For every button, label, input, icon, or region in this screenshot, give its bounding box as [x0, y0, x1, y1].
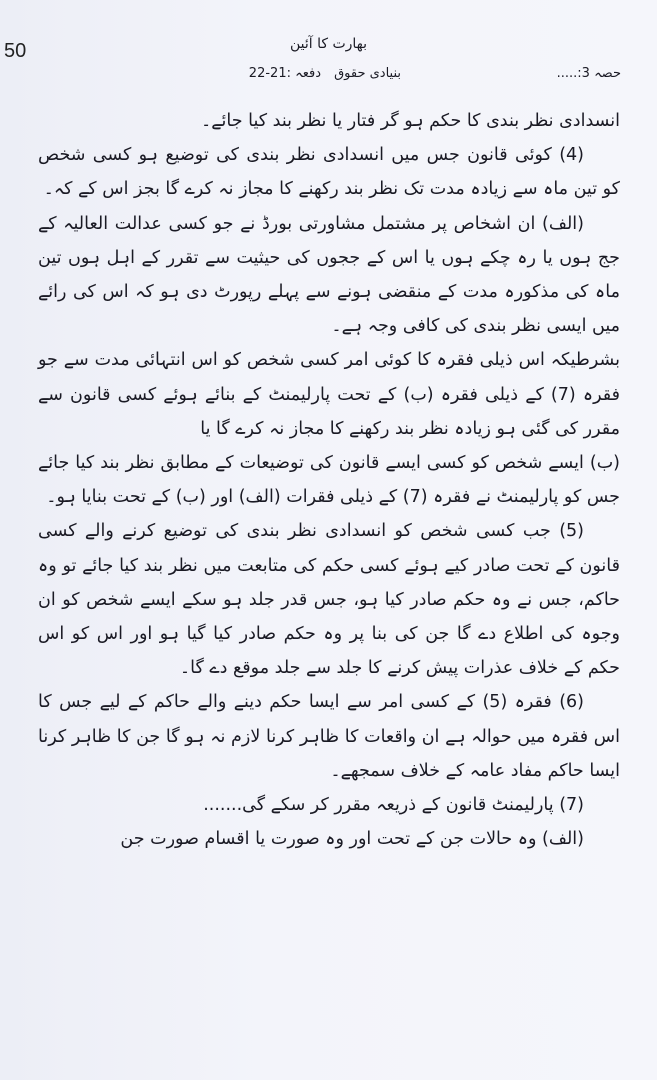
- body-text: [38, 104, 620, 856]
- paragraph: (6) فقرہ (5) کے کسی امر سے ایسا حکم دینے والے حاکم کے لیے جس کا اس فقرہ میں حوالہ ہے ان واقعات کا ظاہر کرنا لازم نہ ہو گا جن کا ظاہر کرنا ایسا حاکم مفاد عامہ کے خلاف سمجھے۔: [38, 692, 620, 781]
- paragraph: (7) پارلیمنٹ قانون کے ذریعہ مقرر کر سکے گی.......: [203, 795, 584, 816]
- paragraph: (الف) وہ حالات جن کے تحت اور وہ صورت یا اقسام صورت جن: [120, 829, 584, 850]
- show-through-marks: ‏: [623, 113, 627, 126]
- paragraph: (الف) ان اشخاص پر مشتمل مشاورتی بورڈ نے جو کسی عدالت العالیہ کے جج ہوں یا رہ چکے ہوں یا اس کے ججوں کی حیثیت سے تقرر کے اہل ہوں تین ماہ کی مذکورہ مدت کے منقضی ہونے سے پہلے رپورٹ دی ہو کہ اس کی رائے میں ایسی نظر بندی کی کافی وجہ ہے۔: [38, 213, 620, 337]
- running-title: بھارت کا آئین: [289, 36, 368, 52]
- paragraph: (ب) ایسے شخص کو کسی ایسے قانون کی توضیعات کے مطابق نظر بند کیا جائے جس کو پارلیمنٹ نے فقرہ (7) کے ذیلی فقرات (الف) اور (ب) کے تحت بنایا ہو۔: [38, 453, 620, 508]
- paragraph: (5) جب کسی شخص کو انسدادی نظر بندی کی توضیع کرنے والے کسی قانون کے تحت صادر کیے ہوئے کسی حکم کی متابعت میں نظر بند کیا جائے تو وہ حاکم، جس نے وہ حکم صادر کیا ہو، جس قدر جلد ہو سکے ایسے شخص کو ان وجوہ کی اطلاع دے گا جن کی بنا پر وہ حکم صادر کیا گیا ہو اور اس کو اس حکم کے خلاف عذرات پیش کرنے کا جلد سے جلد موقع دے گا۔: [38, 521, 620, 679]
- header-articles: دفعہ :21-22: [248, 66, 321, 81]
- header-chapter: بنیادی حقوق: [334, 66, 401, 81]
- paragraph: (4) کوئی قانون جس میں انسدادی نظر بندی کی توضیع ہو کسی شخص کو تین ماہ سے زیادہ مدت تک نظر بند رکھنے کا مجاز نہ کرے گا بجز اس کے کہ۔: [38, 145, 620, 200]
- paragraph: بشرطیکہ اس ذیلی فقرہ کا کوئی امر کسی شخص کو اس انتہائی مدت سے جو فقرہ (7) کے ذیلی فقرہ (ب) کے تحت پارلیمنٹ کے بنائے ہوئے کسی قانون سے مقرر کی گئی ہو زیادہ نظر بند رکھنے کا مجاز نہ کرے گا یا: [38, 350, 620, 439]
- section-header: [60, 66, 621, 88]
- paragraph: انسدادی نظر بندی کا حکم ہو گر فتار یا نظر بند کیا جائے۔: [201, 111, 620, 131]
- header-section: حصہ 3:.....: [556, 66, 621, 81]
- page-number: 50: [4, 40, 27, 62]
